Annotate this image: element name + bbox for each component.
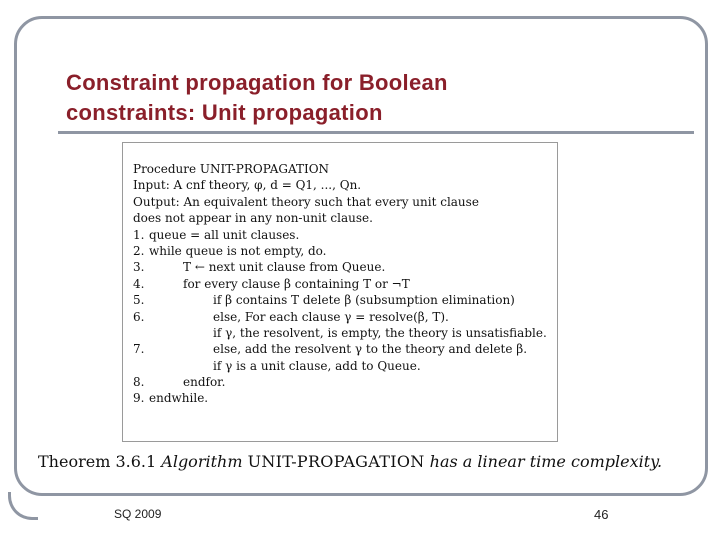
algorithm-line-text: for every clause β containing T or ¬T (183, 276, 410, 291)
step-number: 4. (133, 276, 145, 291)
algorithm-line (133, 243, 547, 259)
algorithm-line-text: does not appear in any non-unit clause. (133, 211, 373, 226)
algorithm-line-text: else, add the resolvent γ to the theory and delete β. (213, 342, 528, 357)
footer-course-label: SQ 2009 (114, 507, 162, 521)
algorithm-line (133, 358, 547, 374)
algorithm-line (133, 325, 547, 341)
algorithm-line-text: endwhile. (149, 391, 209, 406)
slide-title-line-2: constraints: Unit propagation (66, 100, 383, 125)
algorithm-line (133, 309, 547, 325)
algorithm-line-text: queue = all unit clauses. (149, 227, 300, 242)
theorem-label: Theorem 3.6.1 (38, 452, 157, 471)
algorithm-box (122, 142, 558, 442)
algorithm-line-text: Input: A cnf theory, φ, d = Q1, ..., Qn. (133, 178, 362, 193)
theorem-text-after: has a linear time complexity. (429, 452, 663, 471)
algorithm-line (133, 390, 547, 406)
algorithm-line-text: if γ is a unit clause, add to Queue. (213, 358, 421, 373)
algorithm-line-text: Procedure UNIT-PROPAGATION (133, 162, 330, 176)
frame-corner-decoration (8, 492, 38, 520)
algorithm-line-text: T ← next unit clause from Queue. (183, 260, 386, 275)
theorem-algorithm-name: UNIT-PROPAGATION (247, 452, 425, 471)
algorithm-line (133, 161, 547, 177)
algorithm-line (133, 194, 547, 210)
algorithm-line-text: else, For each clause γ = resolve(β, T). (213, 309, 449, 324)
algorithm-line (133, 210, 547, 226)
algorithm-line-text: if γ, the resolvent, is empty, the theory is unsatisfiable. (213, 325, 547, 340)
theorem-text-before: Algorithm (161, 452, 243, 471)
algorithm-line-text: if β contains T delete β (subsumption elimination) (213, 293, 515, 308)
algorithm-line (133, 259, 547, 275)
slide-title-line-1: Constraint propagation for Boolean (66, 70, 448, 95)
algorithm-line-text: Output: An equivalent theory such that every unit clause (133, 194, 479, 209)
slide-title (66, 68, 626, 128)
step-number: 5. (133, 293, 145, 308)
step-number: 6. (133, 309, 145, 324)
algorithm-line (133, 341, 547, 357)
algorithm-line-text: endfor. (183, 375, 226, 390)
algorithm-line (133, 227, 547, 243)
theorem-statement (38, 452, 698, 472)
algorithm-line (133, 292, 547, 308)
step-number: 7. (133, 342, 145, 357)
step-number: 3. (133, 260, 145, 275)
algorithm-line (133, 276, 547, 292)
step-number: 8. (133, 375, 145, 390)
algorithm-line-text: while queue is not empty, do. (149, 243, 327, 258)
step-number: 9. (133, 391, 145, 406)
algorithm-line (133, 374, 547, 390)
step-number: 2. (133, 243, 145, 258)
step-number: 1. (133, 227, 145, 242)
title-underline (58, 131, 694, 134)
algorithm-line (133, 177, 547, 193)
page-number: 46 (594, 507, 609, 522)
